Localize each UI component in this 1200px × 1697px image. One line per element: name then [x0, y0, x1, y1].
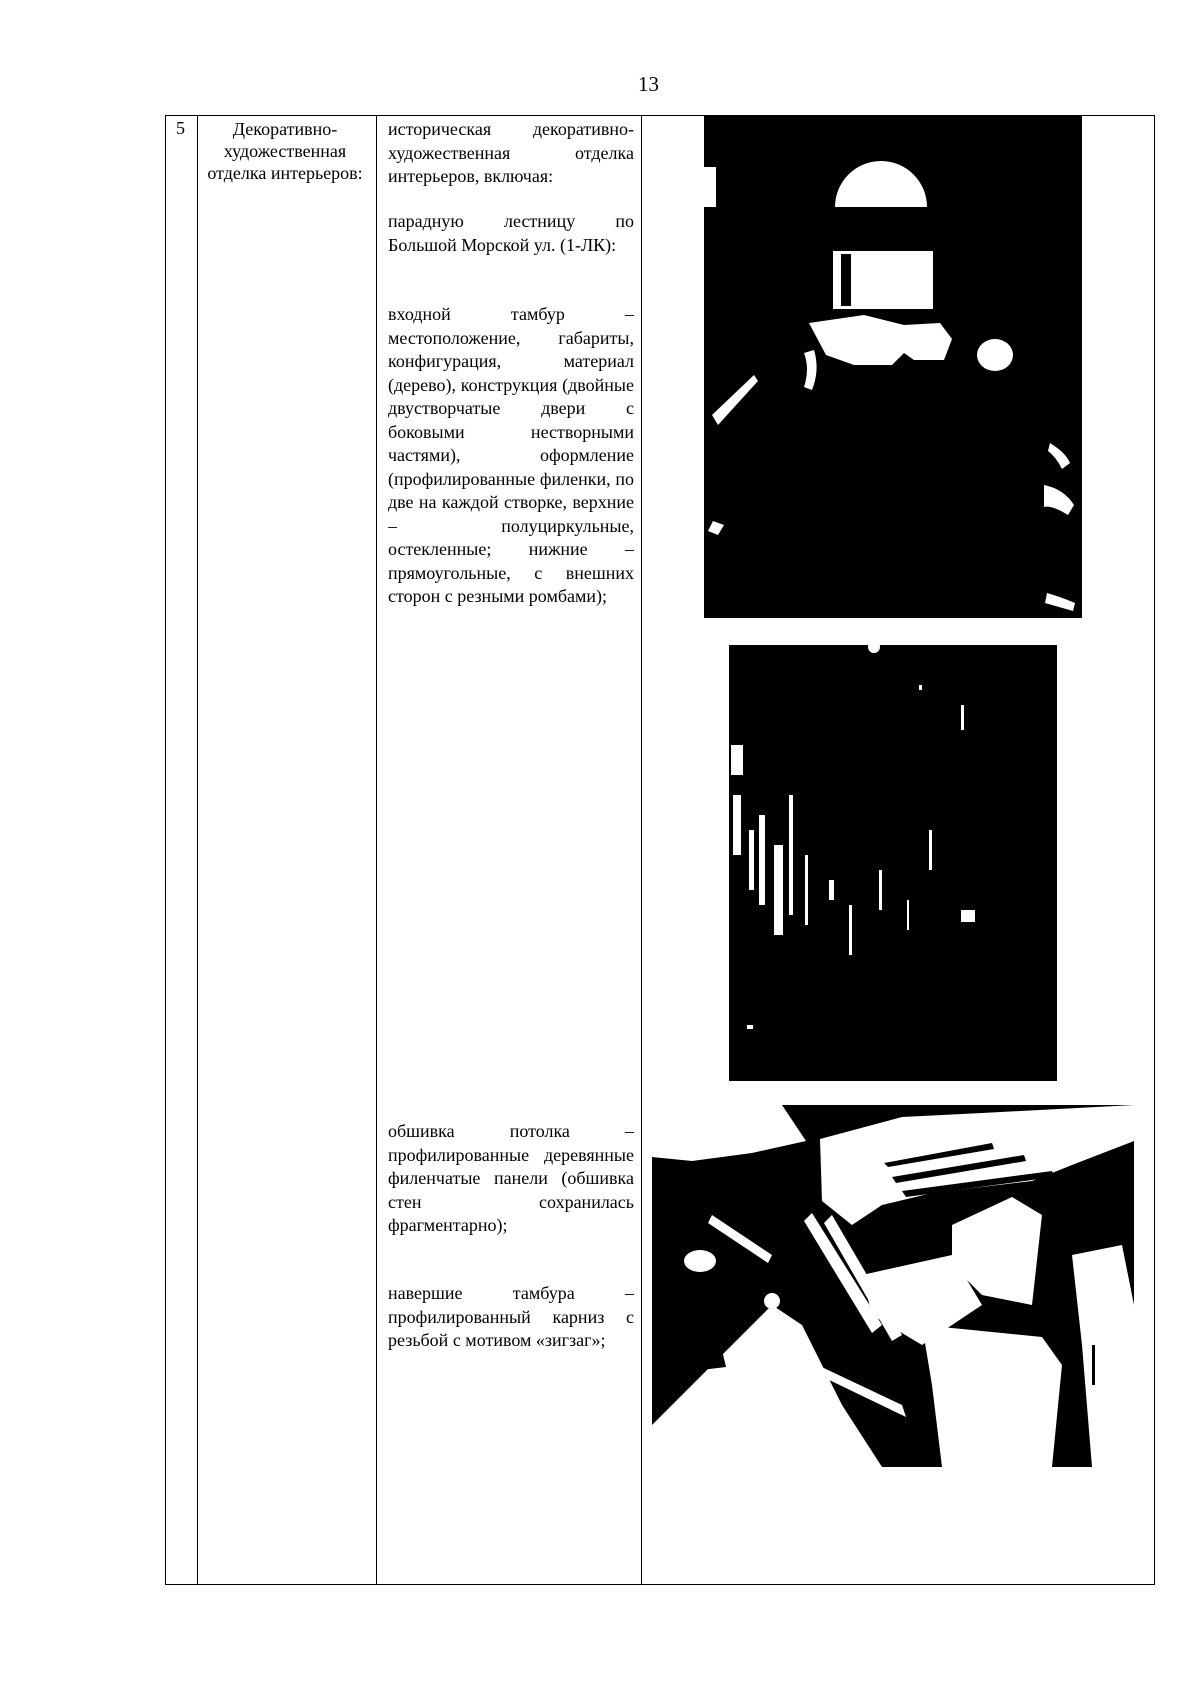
photo-corridor	[729, 645, 1057, 1081]
description-ceiling-text: обшивка потолка – профилированные деревянные филенчатые панели (обшивка стен сохранилась фрагментарно);	[388, 1121, 634, 1235]
description-pommel-text: навершие тамбура – профилированный карниз с резьбой с мотивом «зигзаг»;	[388, 1283, 634, 1350]
description-ceiling	[388, 1120, 634, 1238]
photo-ceiling-image	[652, 1105, 1134, 1467]
photo-corridor-image	[729, 645, 1057, 1081]
description-vestibule	[388, 303, 634, 609]
description-intro-text: историческая декоративно-художественная отделка интерьеров, включая:	[388, 119, 634, 186]
description-staircase-text: парадную лестницу по Большой Морской ул. (1-ЛК):	[388, 211, 634, 255]
row-number: 5	[176, 118, 185, 138]
description-pommel	[388, 1282, 634, 1353]
description-vestibule-text: входной тамбур – местоположение, габариты, конфигурация, материал (дерево), конструкция (двойные двустворчатые двери с боковыми нестворными частями), оформление (профилированные филенки, по две на каждой створке, верхние – полуциркульные, остекленные; нижние – прямоугольные, с внешних сторон с резными ромбами);	[388, 304, 634, 606]
photo-ceiling	[652, 1105, 1134, 1467]
column-divider-2	[376, 115, 377, 1585]
column-divider-3	[641, 115, 642, 1585]
description-intro	[388, 118, 634, 189]
photo-vestibule-arch-image	[704, 115, 1082, 618]
description-staircase	[388, 210, 634, 257]
column-divider-1	[197, 115, 198, 1585]
photo-vestibule-arch	[704, 115, 1082, 618]
page-number: 13	[638, 72, 659, 96]
row-name: Декоративно-художественная отделка интерьеров:	[207, 119, 363, 183]
